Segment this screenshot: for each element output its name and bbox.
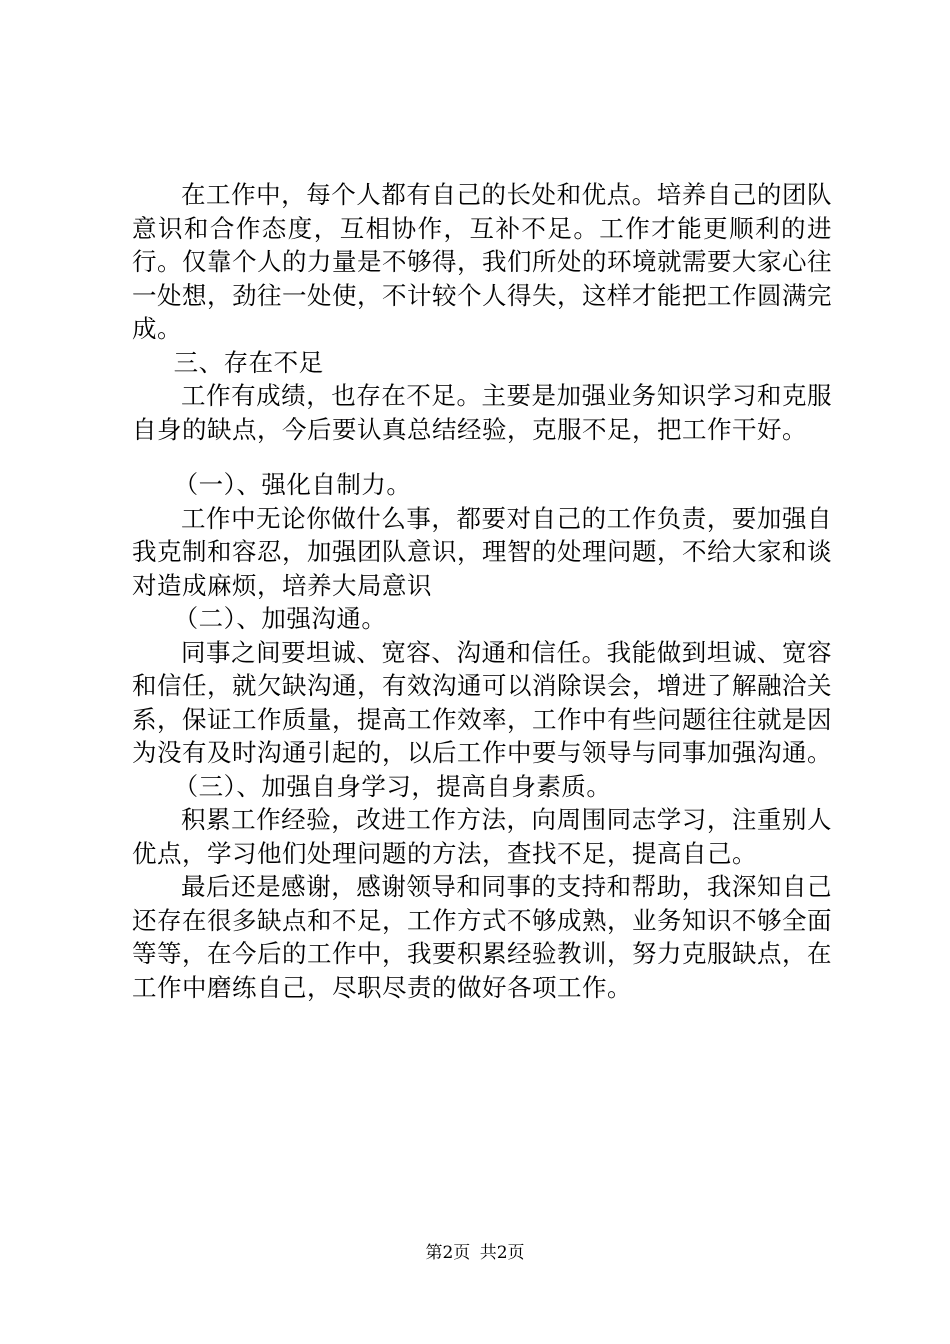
paragraph-spacer	[132, 446, 832, 468]
subheading-self-learning: （三）、加强自身学习，提高自身素质。	[173, 771, 612, 801]
paragraph-communication: 同事之间要坦诚、宽容、沟通和信任。我能做到坦诚、宽容和信任，就欠缺沟通，有效沟通可以消除误会，增进了解融洽关系，保证工作质量，提高工作效率，工作中有些问题往往就是因为没有及时沟通引起的，以后工作中要与领导与同事加强沟通。	[132, 637, 832, 767]
paragraph-shortcomings: 工作有成绩，也存在不足。主要是加强业务知识学习和克服自身的缺点，今后要认真总结经验，克服不足，把工作干好。	[132, 381, 832, 444]
page-total: 共2页	[479, 1243, 525, 1263]
paragraph-teamwork: 在工作中，每个人都有自己的长处和优点。培养自己的团队意识和合作态度，互相协作，互补不足。工作才能更顺利的进行。仅靠个人的力量是不够得，我们所处的环境就需要大家心往一处想，劲往一处使，不计较个人得失，这样才能把工作圆满完成。	[132, 180, 832, 343]
paragraph-self-learning: 积累工作经验，改进工作方法，向周围同志学习，注重别人优点，学习他们处理问题的方法，查找不足，提高自己。	[132, 805, 832, 868]
subheading-self-control: （一）、强化自制力。	[173, 470, 412, 499]
paragraph-self-control: 工作中无论你做什么事，都要对自己的工作负责，要加强自我克制和容忍，加强团队意识，理智的处理问题，不给大家和谈对造成麻烦，培养大局意识	[132, 503, 832, 600]
paragraph-closing: 最后还是感谢，感谢领导和同事的支持和帮助，我深知自己还存在很多缺点和不足，工作方式不够成熟，业务知识不够全面等等，在今后的工作中，我要积累经验教训，努力克服缺点，在工作中磨练自己，尽职尽责的做好各项工作。	[132, 872, 832, 1002]
page-number: 第2页	[425, 1243, 471, 1263]
document-body	[132, 178, 832, 1004]
section-heading-shortcomings: 三、存在不足	[173, 347, 324, 377]
subheading-communication: （二）、加强沟通。	[173, 604, 387, 633]
page-footer	[0, 1242, 950, 1264]
